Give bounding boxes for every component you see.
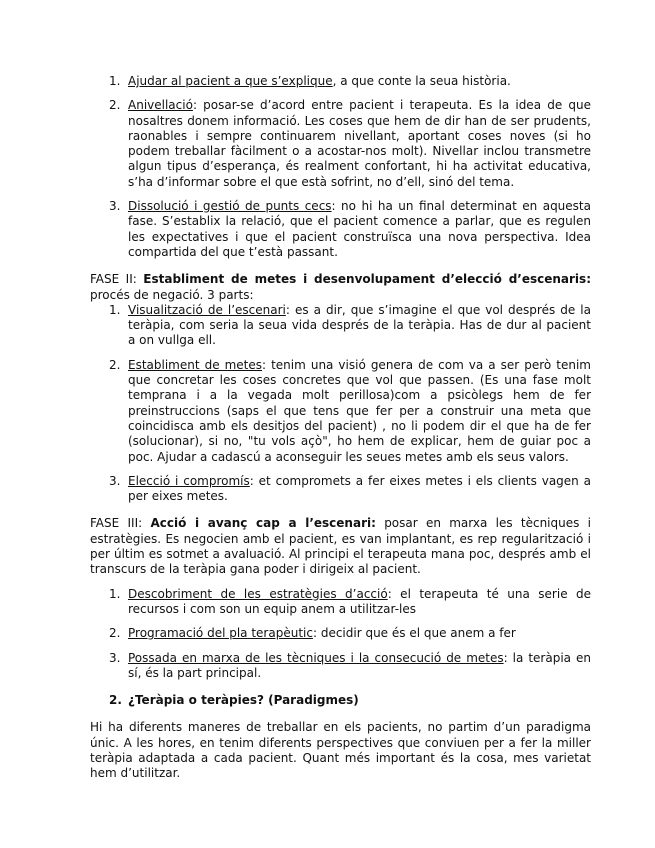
document-page	[90, 74, 591, 782]
list-number: 1.	[109, 302, 121, 317]
item-text: : la teràpia en sí, és la part principal.	[128, 650, 592, 680]
list-item	[90, 587, 591, 618]
item-title: Descobriment de les estratègies d’acció	[128, 586, 388, 601]
list-number: 3.	[109, 199, 121, 214]
list-number: 1.	[109, 586, 121, 601]
list-item	[90, 651, 591, 682]
list-item	[90, 98, 591, 190]
item-text: , a que conte la seua història.	[332, 74, 511, 88]
section-title: ¿Teràpia o teràpies? (Paradigmes)	[128, 693, 359, 708]
item-text: : tenim una visió genera de com va a ser però tenim que concretar les coses concretes que vol que passen. (Es una fase molt temprana i a la vegada molt perillosa)com a psicòlegs hem de fer preinstruccions (saps el que tens que fer per a construir una meta que coincidisca amb els desitjos del pacient) , no li podem dir el que ha de fer (solucionar), si no, "tu vols açò", ho hem de explicar, hem de guiar poc a poc. Ajudar a cadascú a aconseguir les seues metes amb els seus valors.	[128, 357, 592, 464]
list-item	[90, 626, 591, 641]
fase-label: FASE III:	[90, 516, 151, 531]
item-title: Dissolució i gestió de punts cecs	[128, 199, 332, 214]
list-number: 2.	[109, 98, 121, 113]
fase2-paragraph	[90, 272, 591, 303]
list-number: 2.	[109, 626, 121, 641]
list-number: 3.	[109, 650, 121, 665]
text-cursor-char: e	[325, 74, 333, 88]
item-text: : no hi ha un final determinat en aquesta fase. S’establix la relació, que el pacient comence a parlar, que es regulen les expectatives i que el pacient construïsca una nova perspectiva. Idea compartida del que t’està passant.	[128, 199, 591, 259]
section-heading	[90, 693, 591, 708]
list-item	[90, 474, 591, 505]
section-number: 2.	[109, 693, 122, 708]
list-number: 3.	[109, 473, 121, 488]
item-title: Elecció i compromís	[128, 473, 250, 488]
fase-text: posar en marxa les tècniques i estratègies. Es negocien amb el pacient, es van implantant, es rep regularització i per últim es sotmet a avaluació. Al principi el terapeuta mana poc, després amb el transcurs de la teràpia gana poder i dirigeix al pacient.	[90, 516, 591, 577]
list-item	[90, 303, 591, 349]
item-title: Ajudar al pacient a que s’expliqu	[128, 74, 326, 88]
list-item	[90, 74, 591, 89]
item-text: : et compromets a fer eixes metes i els clients vagen a per eixes metes.	[128, 473, 591, 504]
fase3-paragraph	[90, 516, 591, 577]
item-text: : posar-se d’acord entre pacient i terapeuta. Es la idea de que nosaltres donem informació. Les coses que hem de dir han de ser prudents, raonables i sempre continuarem nivellant, aportant coses noves (si ho podem treballar fàcilment o a acostar-nos molt). Nivellar inclou transmetre algun tipus d’esperança, és realment confortant, hi ha activitat educativa, s’ha d’informar sobre el que està sofrint, no d’ell, sinó del tema.	[128, 98, 591, 189]
fase-text: procés de negació. 3 parts:	[90, 287, 254, 302]
item-title: Programació del pla terapèutic	[128, 626, 313, 641]
item-title: Anivellació	[128, 98, 193, 113]
item-text: : es a dir, que s’imagine el que vol després de la teràpia, com seria la seua vida després de la teràpia. Has de dur al pacient a on vullga ell.	[128, 302, 591, 348]
list-number: 2.	[109, 357, 121, 372]
item-title: Visualització de l’escenari	[128, 302, 286, 317]
item-title: Possada en marxa de les tècniques i la consecució de metes	[128, 650, 504, 665]
list-number: 1.	[109, 74, 121, 88]
fase-label: FASE II:	[90, 272, 144, 287]
fase-title: Acció i avanç cap a l’escenari:	[150, 516, 376, 531]
item-text: : decidir que és el que anem a fer	[312, 626, 516, 641]
item-title: Establiment de metes	[128, 357, 263, 372]
list-item	[90, 199, 591, 260]
section-paragraph: Hi ha diferents maneres de treballar en els pacients, no partim d’un paradigma únic. A les hores, en tenim diferents perspectives que conviuen per a fer la miller teràpia adaptada a cada pacient. Quant més important és la cosa, mes varietat hem d’utilitzar.	[90, 720, 591, 781]
item-text: : el terapeuta té una serie de recursos i com son un equip anem a utilitzar-les	[128, 586, 592, 616]
list-item	[90, 358, 591, 465]
fase-title: Establiment de metes i desenvolupament d’elecció d’escenaris:	[143, 272, 591, 287]
